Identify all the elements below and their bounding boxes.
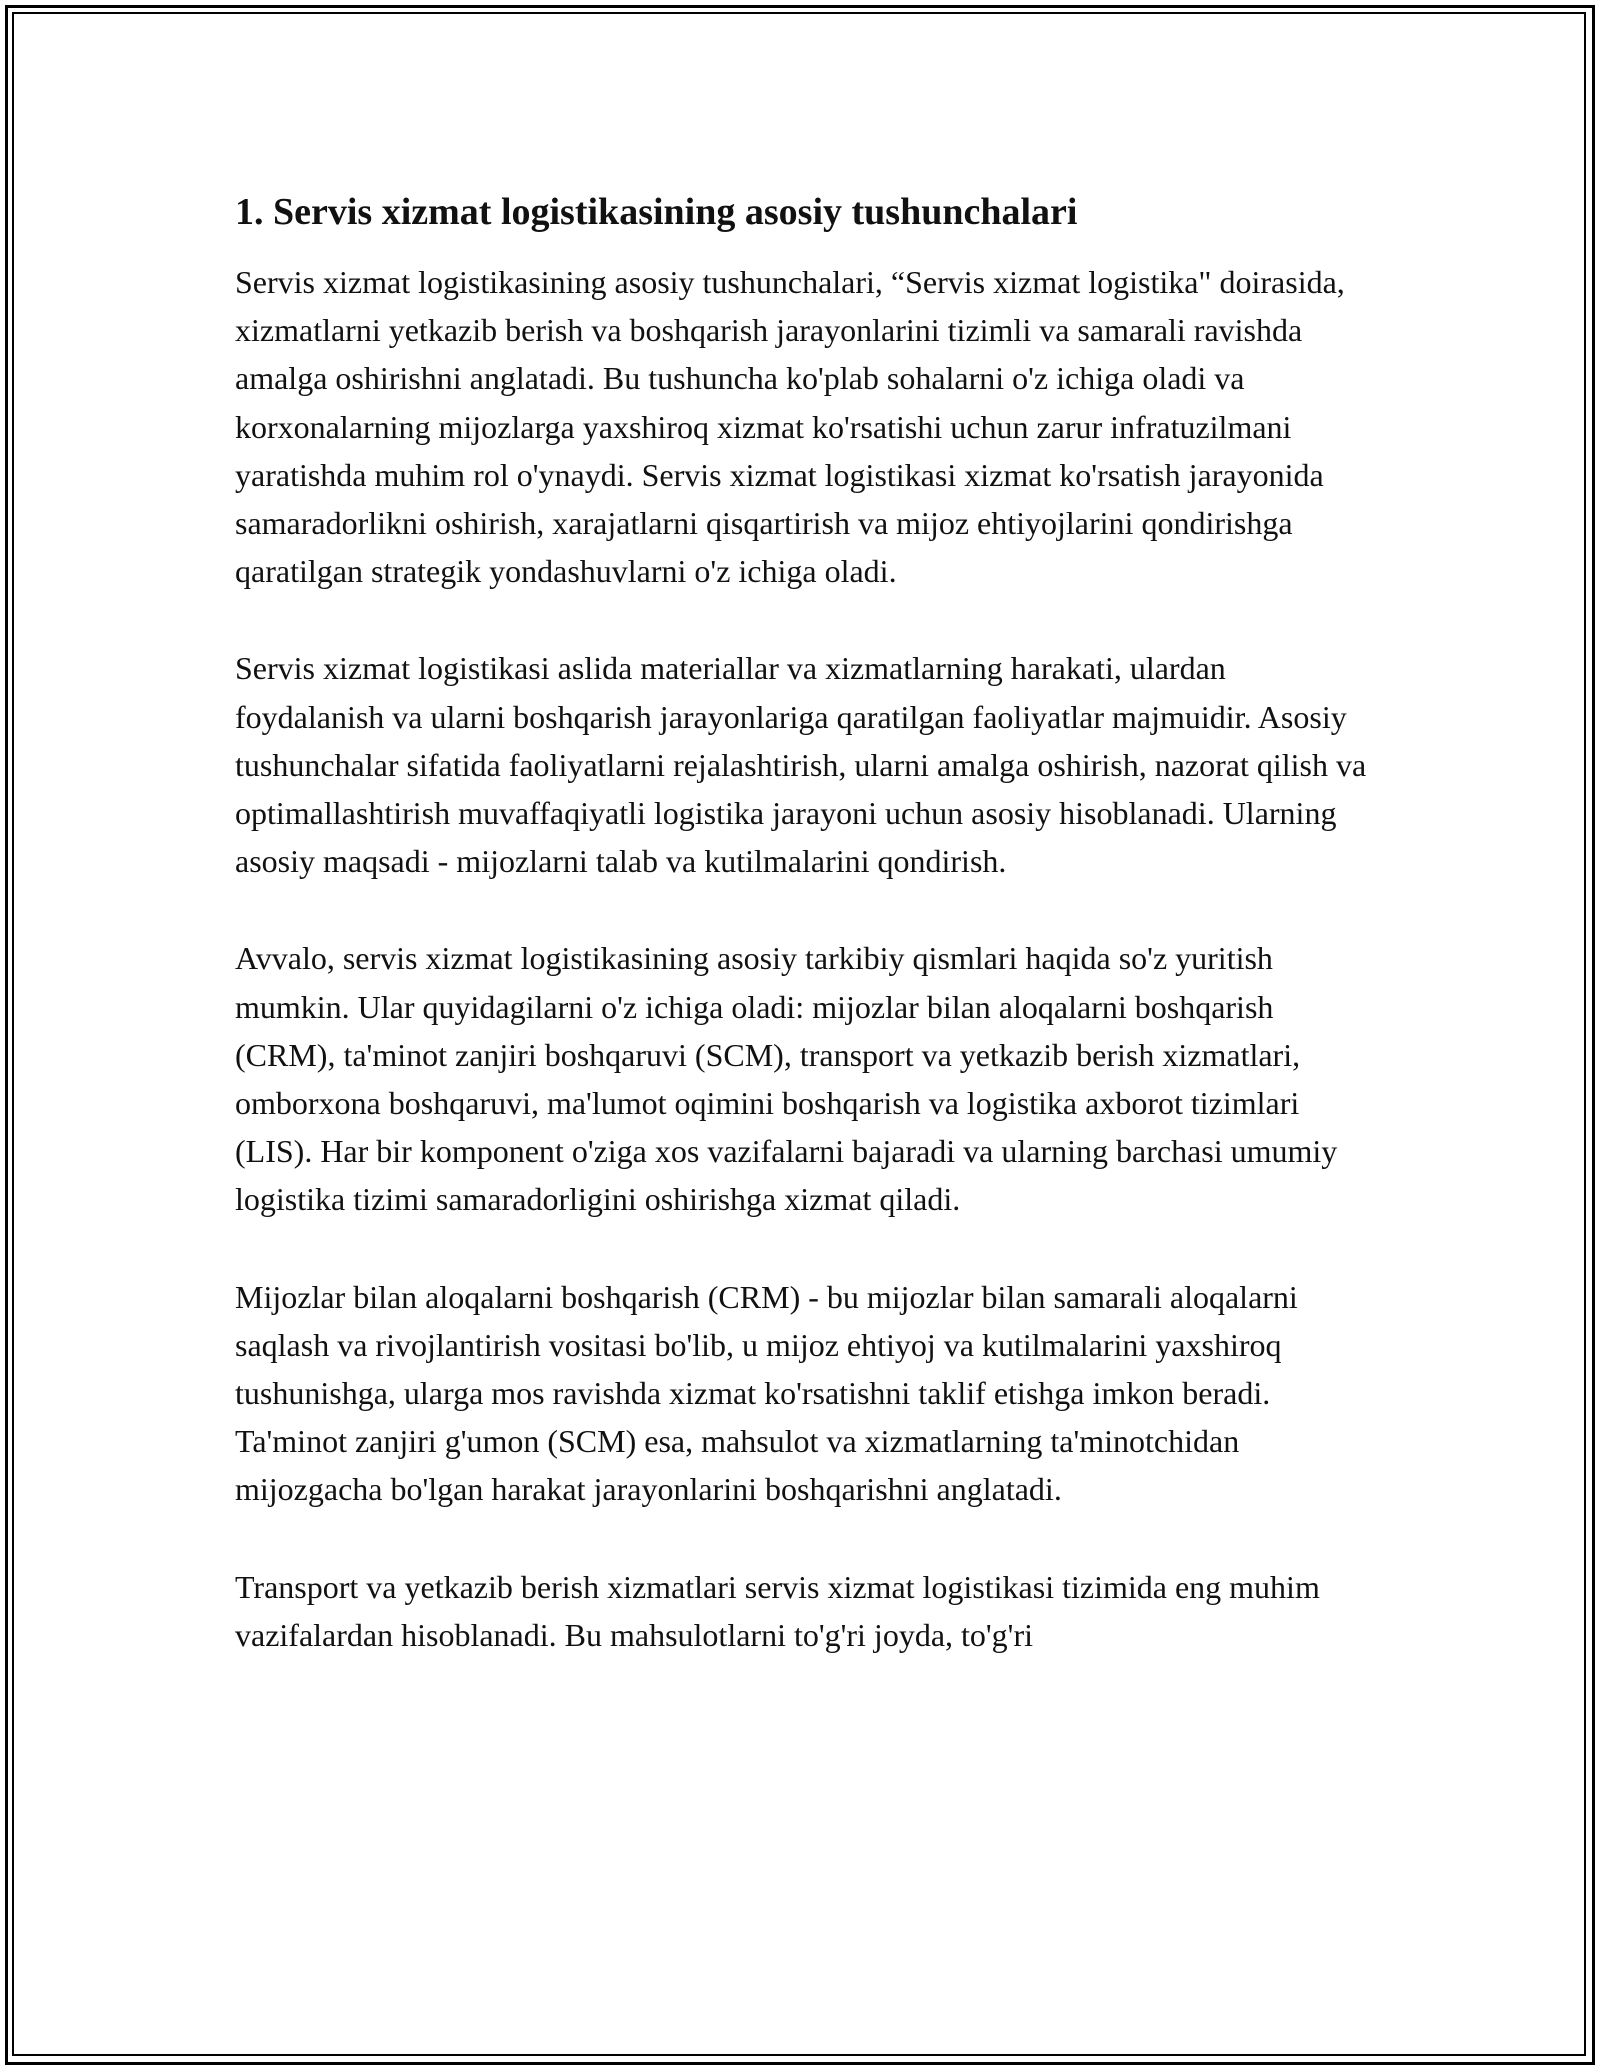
paragraph-4: Mijozlar bilan aloqalarni boshqarish (CRM) - bu mijozlar bilan samarali aloqalarni saqlash va rivojlantirish vositasi bo'lib, u mijoz ehtiyoj va kutilmalarini yaxshiroq tushunishga, ularga mos ravishda xizmat ko'rsatishni taklif etishga imkon beradi. Ta'minot zanjiri g'umon (SCM) esa, mahsulot va xizmatlarning ta'minotchidan mijozgacha bo'lgan harakat jarayonlarini boshqarishni anglatadi. <box>235 1278 1298 1508</box>
paragraph-3: Avvalo, servis xizmat logistikasining asosiy tarkibiy qismlari haqida so'z yuritish mumkin. Ular quyidagilarni o'z ichiga oladi: mijozlar bilan aloqalarni boshqarish (CRM), ta'minot zanjiri boshqaruvi (SCM), transport va yetkazib berish xizmatlari, omborxona boshqaruvi, ma'lumot oqimini boshqarish va logistika axborot tizimlari (LIS). Har bir komponent o'ziga xos vazifalarni bajaradi va ularning barchasi umumiy logistika tizimi samaradorligini oshirishga xizmat qiladi. <box>235 940 1338 1218</box>
section-heading: 1. Servis xizmat logistikasining asosiy tushunchalari <box>235 191 1078 233</box>
paragraph-1: Servis xizmat logistikasining asosiy tushunchalari, “Servis xizmat logistika" doirasida, xizmatlarni yetkazib berish va boshqarish jarayonlarini tizimli va samarali ravishda amalga oshirishni anglatadi. Bu tushuncha ko'plab sohalarni o'z ichiga oladi va korxonalarning mijozlarga yaxshiroq xizmat ko'rsatishi uchun zarur infratuzilmani yaratishda muhim rol o'ynaydi. Servis xizmat logistikasi xizmat ko'rsatish jarayonida samaradorlikni oshirish, xarajatlarni qisqartirish va mijoz ehtiyojlarini qondirishga qaratilgan strategik yondashuvlarni o'z ichiga oladi. <box>235 264 1345 590</box>
paragraph-2: Servis xizmat logistikasi aslida materiallar va xizmatlarning harakati, ulardan foydalanish va ularni boshqarish jarayonlariga qaratilgan faoliyatlar majmuidir. Asosiy tushunchalar sifatida faoliyatlarni rejalashtirish, ularni amalga oshirish, nazorat qilish va optimallashtirish muvaffaqiyatli logistika jarayoni uchun asosiy hisoblanadi. Ularning asosiy maqsadi - mijozlarni talab va kutilmalarini qondirish. <box>235 650 1367 880</box>
paragraph-5: Transport va yetkazib berish xizmatlari servis xizmat logistikasi tizimida eng muhim vazifalardan hisoblanadi. Bu mahsulotlarni to'g'ri joyda, to'g'ri <box>235 1568 1320 1653</box>
document-body <box>235 186 1370 1659</box>
